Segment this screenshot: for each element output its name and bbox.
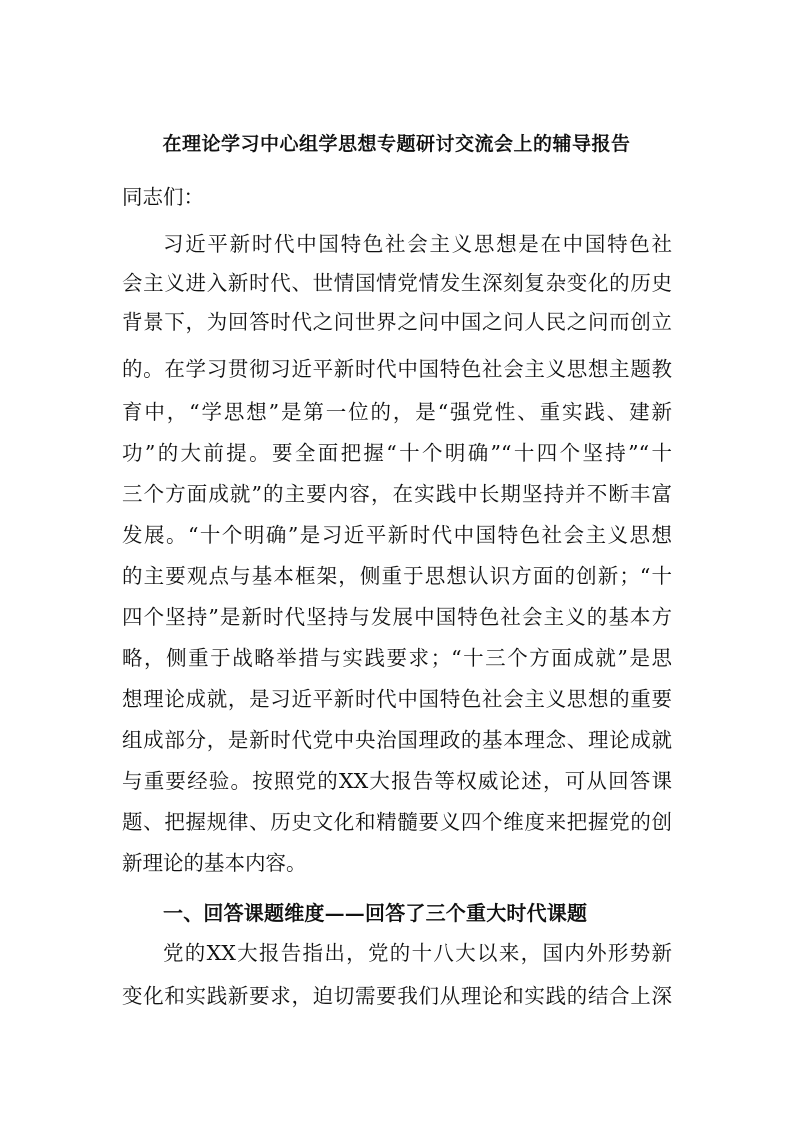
text-line: 习近平新时代中国特色社会主义思想是在中国特色社 [163,232,672,256]
text-line: 略，侧重于战略举措与实践要求；“十三个方面成就”是思 [122,646,672,670]
section-heading: 一、回答课题维度——回答了三个重大时代课题 [163,901,588,925]
greeting: 同志们： [122,185,204,209]
text-line: 会主义进入新时代、世情国情党情发生深刻复杂变化的历史 [122,271,672,295]
text-line: 题、把握规律、历史文化和精髓要义四个维度来把握党的创 [122,810,672,834]
text-line: 新理论的基本内容。 [122,851,307,875]
text-line: 党的XX大报告指出，党的十八大以来，国内外形势新 [163,941,672,965]
text-line: 变化和实践新要求，迫切需要我们从理论和实践的结合上深 [122,984,672,1008]
text-line: 的主要观点与基本框架，侧重于思想认识方面的创新；“十 [122,564,672,588]
document-title: 在理论学习中心组学思想专题研讨交流会上的辅导报告 [162,133,631,155]
text-line: 与重要经验。按照党的XX大报告等权威论述，可从回答课 [122,769,672,793]
text-line: 组成部分，是新时代党中央治国理政的基本理念、理论成就 [122,728,672,752]
text-line: 背景下，为回答时代之问世界之问中国之问人民之问而创立 [122,310,672,334]
text-line: 四个坚持”是新时代坚持与发展中国特色社会主义的基本方 [122,605,672,629]
text-line: 想理论成就，是习近平新时代中国特色社会主义思想的重要 [122,687,672,711]
text-line: 三个方面成就”的主要内容，在实践中长期坚持并不断丰富 [122,482,672,506]
text-line: 发展。“十个明确”是习近平新时代中国特色社会主义思想 [122,523,672,547]
text-line: 的。在学习贯彻习近平新时代中国特色社会主义思想主题教 [122,357,672,381]
text-line: 功”的大前提。要全面把握“十个明确”“十四个坚持”“十 [122,441,672,465]
text-line: 育中，“学思想”是第一位的，是“强党性、重实践、建新 [122,400,672,424]
